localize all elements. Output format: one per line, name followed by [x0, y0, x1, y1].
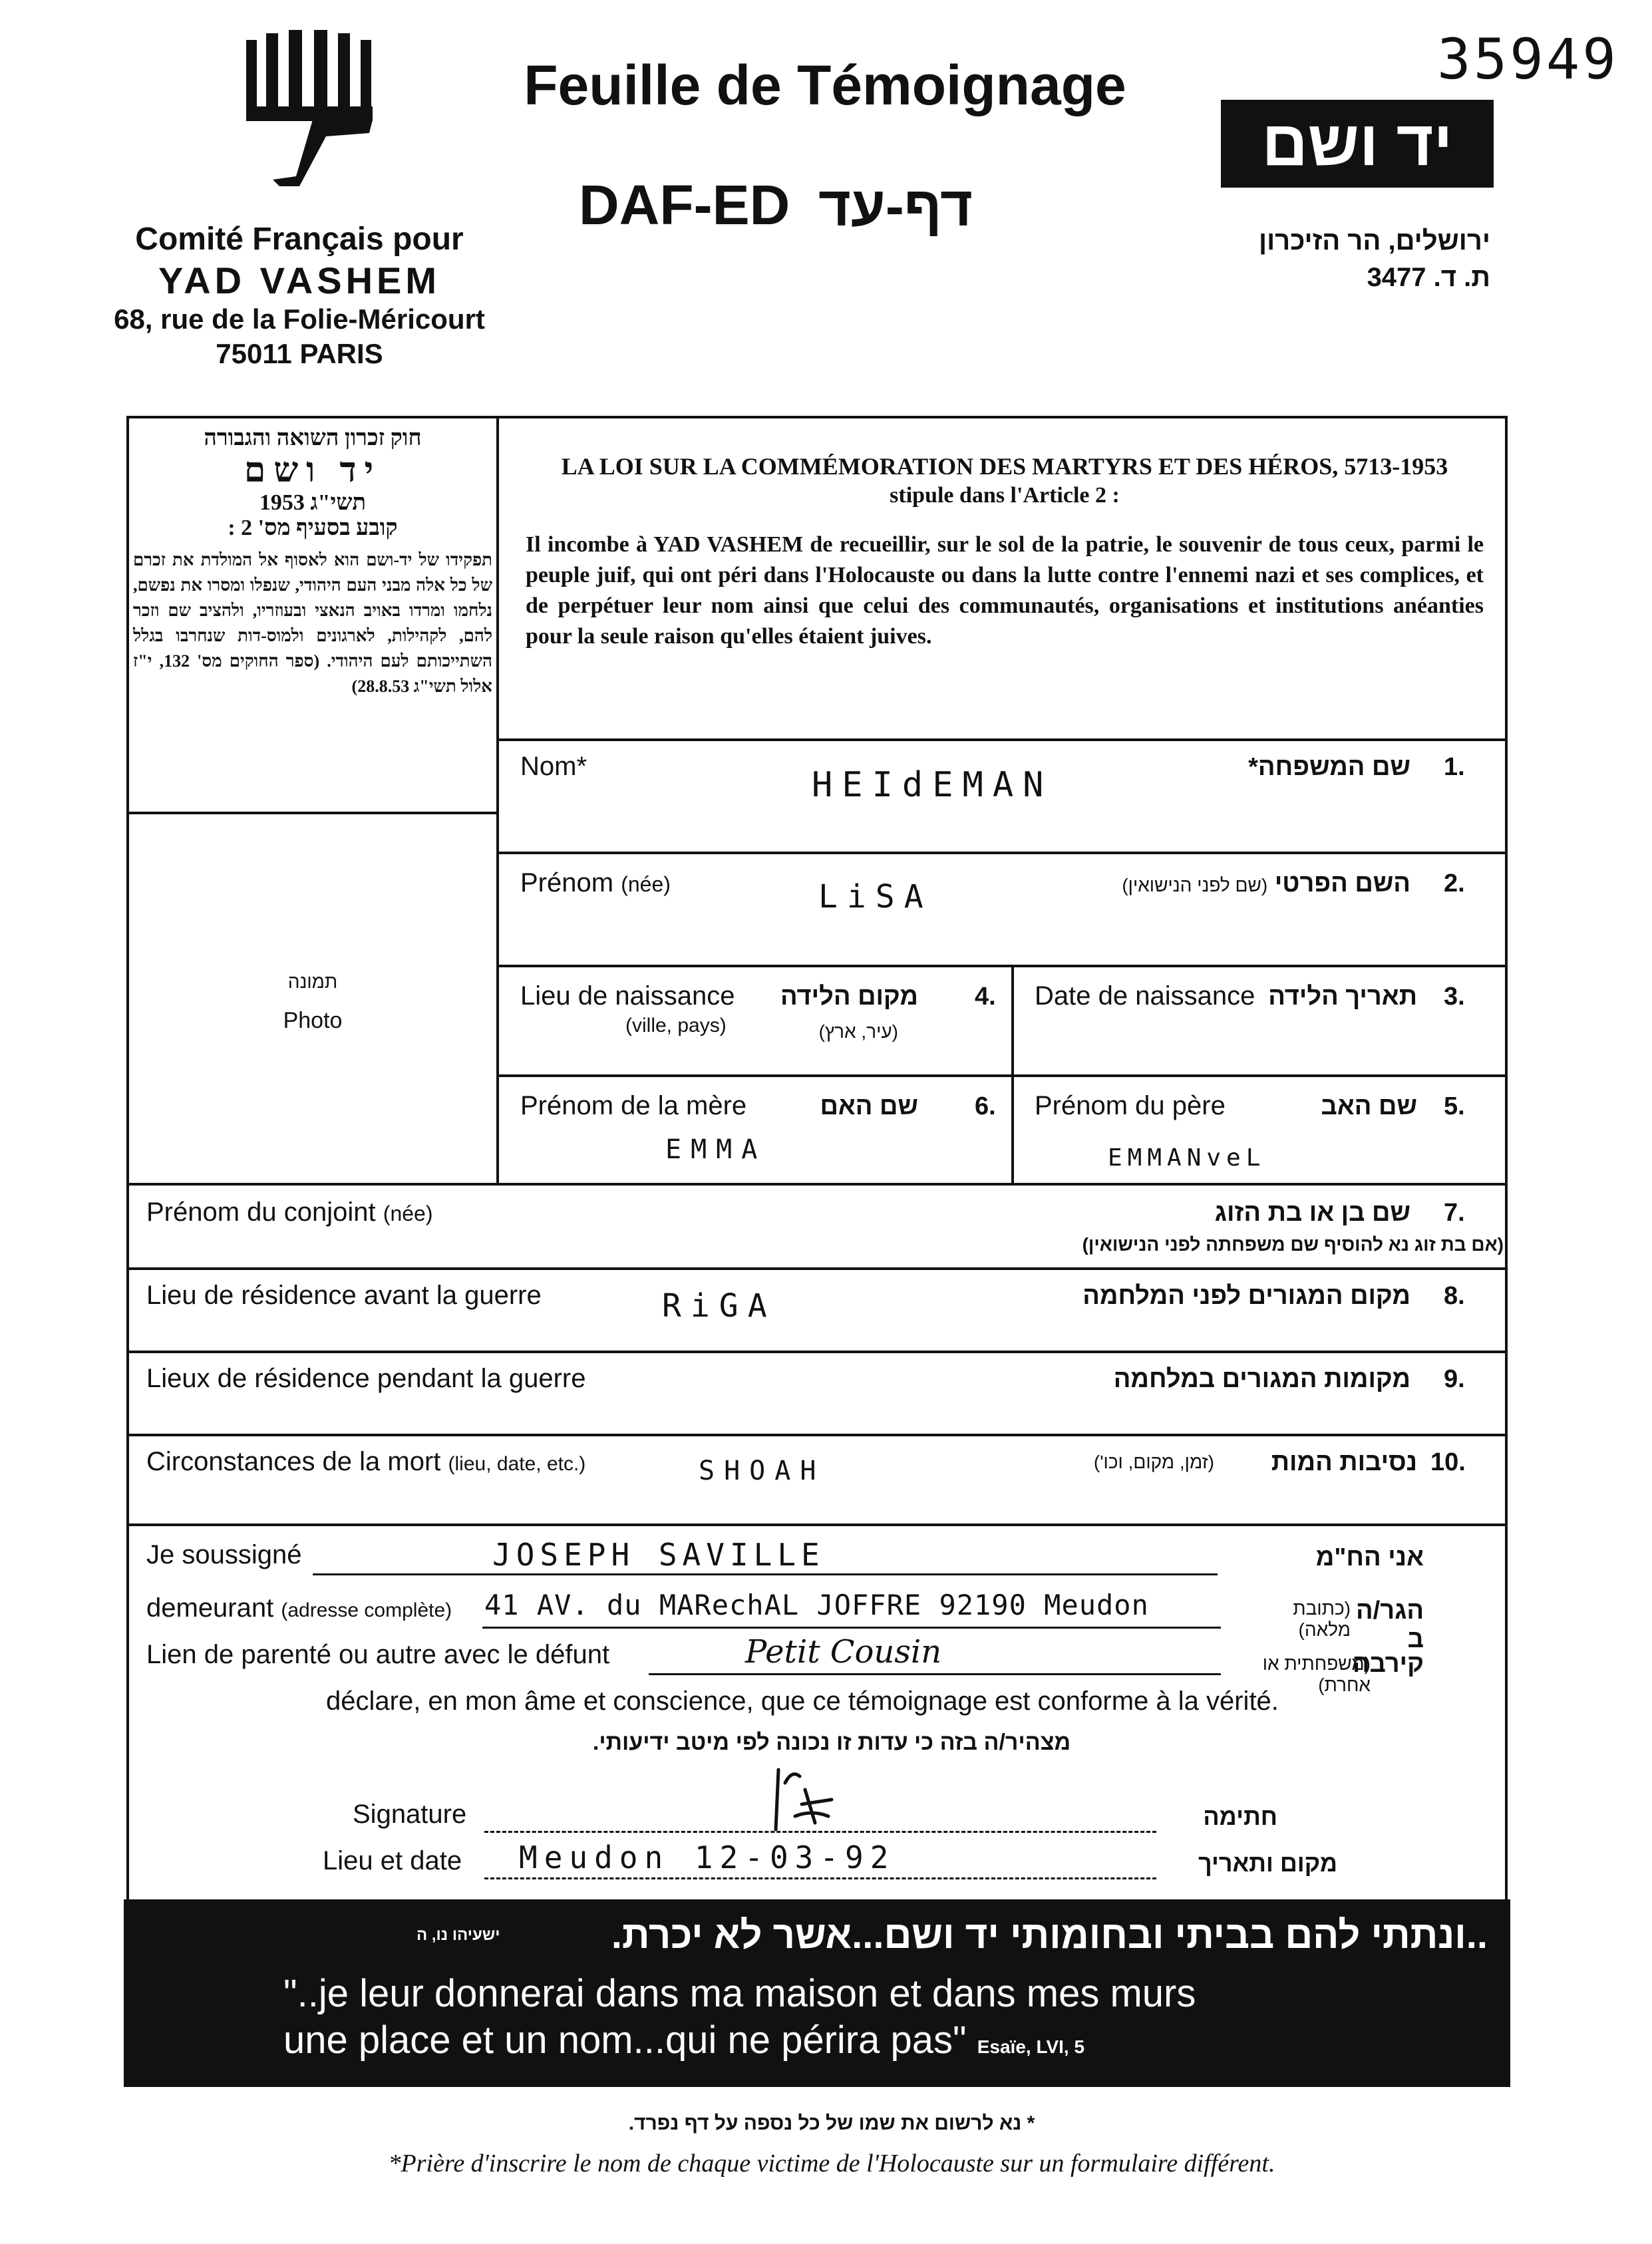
law-french-subtitle: stipule dans l'Article 2 : [890, 483, 1120, 508]
prenom-label-hebrew-note: (שם לפני הנישואין) [1122, 875, 1268, 895]
demeurant-hebrew-note: (כתובת מלאה) [1293, 1598, 1351, 1640]
mort-hebrew: נסיבות המות [1271, 1448, 1417, 1476]
lieu-date-line [484, 1877, 1156, 1879]
prenom-label-hebrew-text: השם הפרטי [1274, 870, 1410, 897]
soussigne-line [313, 1573, 1218, 1575]
prenom-label-text: Prénom [520, 868, 614, 897]
lieu-naissance-label: Lieu de naissance [520, 981, 735, 1011]
prenom-label-hebrew [1065, 870, 1410, 898]
mort-hebrew-note: (זמן, מקום, וכו') [1093, 1452, 1214, 1472]
pere-value[interactable]: EMMANveL [1108, 1144, 1266, 1172]
quote-banner [124, 1899, 1510, 2087]
footer-hebrew: * נא לרשום את שמו של כל נספה על דף נפרד. [628, 2112, 1035, 2134]
lien-value[interactable]: Petit Cousin [745, 1633, 942, 1671]
lieu-naissance-number: 4. [975, 983, 996, 1011]
law-french [526, 452, 1484, 652]
mort-number: 10. [1430, 1448, 1466, 1476]
prenom-number: 2. [1444, 870, 1465, 897]
signature-mark[interactable] [758, 1763, 838, 1836]
conjoint-hebrew: שם בן או בת הזוג [1214, 1199, 1410, 1227]
mere-number: 6. [975, 1092, 996, 1120]
declare-text: déclare, en mon âme et conscience, que ce témoignage est conforme à la vérité. [326, 1686, 1279, 1716]
law-hebrew-body: תפקידו של יד-ושם הוא לאסוף אל המולדת את זכרם של כל אלה מבני העם היהודי, שנפלו ומסרו את נפשם, נלחמו ומרדו באויב הנאצי ובעוזריו, ולהציב שם וזכר להם, לקהילות, לארגונים ולמוס-דות שנחרבו בגלל השתייכותם לעם היהודי. (ספר החוקים מס' 132, י"ז אלול תשי"ג 28.8.53) [133, 550, 492, 696]
banner-french-2-text: une place et un nom...qui ne périra pas" [283, 2018, 967, 2062]
pere-hebrew: שם האב [1321, 1092, 1417, 1120]
demeurant-line [482, 1627, 1221, 1629]
divider [496, 1074, 1508, 1077]
demeurant-value[interactable]: 41 AV. du MARechAL JOFFRE 92190 Meudon [484, 1589, 1149, 1621]
residence-avant-hebrew: מקום המגורים לפני המלחמה [1082, 1282, 1410, 1310]
residence-pendant-label: Lieux de résidence pendant la guerre [146, 1364, 586, 1393]
banner-french-2 [283, 2018, 1084, 2062]
lieu-naissance-hebrew: מקום הלידה [780, 983, 918, 1011]
prenom-label [520, 868, 671, 898]
lien-hebrew-note: (משפחתית או אחרת) [1262, 1653, 1371, 1695]
org-line1: Comité Français pour [135, 222, 464, 257]
photo-hebrew: תמונה [287, 971, 338, 992]
soussigne-label: Je soussigné [146, 1540, 302, 1569]
org-line2: YAD VASHEM [158, 259, 441, 301]
divider [496, 965, 1508, 967]
menorah-logo [233, 27, 393, 200]
divider [126, 1351, 1508, 1353]
lieu-naissance-hebrew-note: (עיר, ארץ) [818, 1021, 898, 1042]
residence-pendant-hebrew: מקומות המגורים במלחמה [1113, 1365, 1410, 1393]
lien-hebrew: קירבה [1352, 1650, 1424, 1678]
jerusalem-address-2: ת. ד. 3477 [1367, 263, 1490, 292]
mort-value[interactable]: SHOAH [699, 1456, 826, 1486]
pere-number: 5. [1444, 1092, 1465, 1120]
divider [496, 416, 499, 1184]
nom-value[interactable]: HEIdEMAN [812, 765, 1053, 805]
prenom-value[interactable]: LiSA [818, 878, 933, 915]
photo-label: Photo [283, 1008, 343, 1033]
yad-vashem-logo [1221, 100, 1494, 188]
lieu-date-value[interactable]: Meudon 12-03-92 [519, 1840, 896, 1875]
banner-hebrew: ..ונתתי להם בביתי ובחומותי יד ושם...אשר לא יכרת. [611, 1913, 1488, 1957]
subtitle-hebrew: דף-עד [818, 175, 973, 238]
lien-line [649, 1673, 1221, 1675]
subtitle-latin: DAF-ED [579, 174, 790, 236]
divider [126, 1523, 1508, 1526]
jerusalem-address-1: ירושלים, הר הזיכרון [1259, 226, 1490, 255]
date-naissance-hebrew: תאריך הלידה [1268, 983, 1417, 1011]
date-naissance-number: 3. [1444, 983, 1465, 1011]
divider [126, 1183, 1508, 1186]
org-line4: 75011 PARIS [216, 338, 383, 369]
mort-label-text: Circonstances de la mort [146, 1447, 441, 1476]
divider [126, 1434, 1508, 1436]
mere-label: Prénom de la mère [520, 1091, 747, 1120]
residence-avant-number: 8. [1444, 1282, 1465, 1310]
nom-number: 1. [1444, 753, 1465, 781]
law-hebrew-line4: קובע בסעיף מס' 2 : [228, 516, 398, 540]
divider [1011, 965, 1014, 1184]
mort-label-note: (lieu, date, etc.) [448, 1453, 586, 1475]
banner-hebrew-ref: ישעיהו נו, ה [416, 1926, 500, 1944]
banner-french-ref: Esaïe, LVI, 5 [977, 2036, 1085, 2057]
mere-value[interactable]: EMMA [665, 1134, 767, 1165]
law-french-body: Il incombe à YAD VASHEM de recueillir, sur le sol de la patrie, le souvenir de tous ceux, parmi le peuple juif, qui ont péri dans l'Holocauste ou dans la lutte contre l'ennemi nazi et ses complices, et de perpétuer leur nom ainsi que celui des communautés, organisations et institutions anéanties pour la seule raison qu'elles étaient juives. [526, 532, 1484, 649]
divider [496, 852, 1508, 854]
archive-number: 35949 [1437, 27, 1619, 92]
conjoint-number: 7. [1444, 1199, 1465, 1227]
conjoint-hebrew-note: (אם בת זוג נא להוסיף שם משפחתה לפני הנישואין) [1082, 1234, 1504, 1255]
yad-vashem-logo-text: יד ושם [1261, 108, 1453, 179]
law-hebrew-line1: חוק זכרון השואה והגבורה [204, 426, 422, 450]
law-hebrew-line2: יד ושם [244, 452, 382, 490]
divider [126, 812, 499, 814]
demeurant-label [146, 1593, 452, 1623]
lieu-date-hebrew: מקום ותאריך [1198, 1849, 1337, 1877]
law-french-title: LA LOI SUR LA COMMÉMORATION DES MARTYRS ET DES HÉROS, 5713-1953 [561, 453, 1448, 480]
nom-label-hebrew: שם המשפחה* [1248, 753, 1410, 781]
lieu-date-label: Lieu et date [323, 1846, 462, 1875]
lieu-naissance-note: (ville, pays) [625, 1015, 727, 1037]
soussigne-hebrew: אני הח"מ [1315, 1543, 1424, 1571]
divider [496, 738, 1508, 741]
conjoint-label-note: (née) [383, 1202, 433, 1225]
conjoint-label [146, 1198, 432, 1227]
pere-label: Prénom du père [1035, 1091, 1226, 1120]
nom-label: Nom* [520, 752, 587, 781]
conjoint-label-text: Prénom du conjoint [146, 1198, 376, 1227]
signature-label: Signature [353, 1800, 467, 1829]
prenom-label-note: (née) [621, 872, 671, 896]
divider [126, 1267, 1508, 1270]
law-hebrew [133, 426, 492, 699]
soussigne-value[interactable]: JOSEPH SAVILLE [492, 1537, 825, 1573]
org-block [100, 220, 499, 371]
demeurant-hebrew: הגר/ה ב [1355, 1597, 1424, 1653]
date-naissance-label: Date de naissance [1035, 981, 1255, 1011]
demeurant-label-note: (adresse complète) [281, 1599, 452, 1621]
residence-avant-value[interactable]: RiGA [662, 1287, 776, 1325]
mere-hebrew: שם האם [820, 1092, 918, 1120]
residence-pendant-number: 9. [1444, 1365, 1465, 1393]
residence-avant-label: Lieu de résidence avant la guerre [146, 1281, 542, 1310]
declare-hebrew: מצהיר/ה בזה כי עדות זו נכונה לפי מיטב ידיעותי. [592, 1730, 1071, 1755]
page-title: Feuille de Témoignage [524, 54, 1126, 116]
org-line3: 68, rue de la Folie-Méricourt [114, 303, 485, 335]
lien-label: Lien de parenté ou autre avec le défunt [146, 1640, 610, 1669]
demeurant-label-text: demeurant [146, 1593, 274, 1623]
signature-hebrew: חתימה [1203, 1803, 1277, 1830]
law-hebrew-line3: תשי"ג 1953 [259, 490, 367, 515]
mort-label [146, 1447, 585, 1477]
footer-french: *Prière d'inscrire le nom de chaque victime de l'Holocauste sur un formulaire différent. [388, 2150, 1275, 2177]
banner-french-1: "..je leur donnerai dans ma maison et dans mes murs [283, 1972, 1196, 2015]
